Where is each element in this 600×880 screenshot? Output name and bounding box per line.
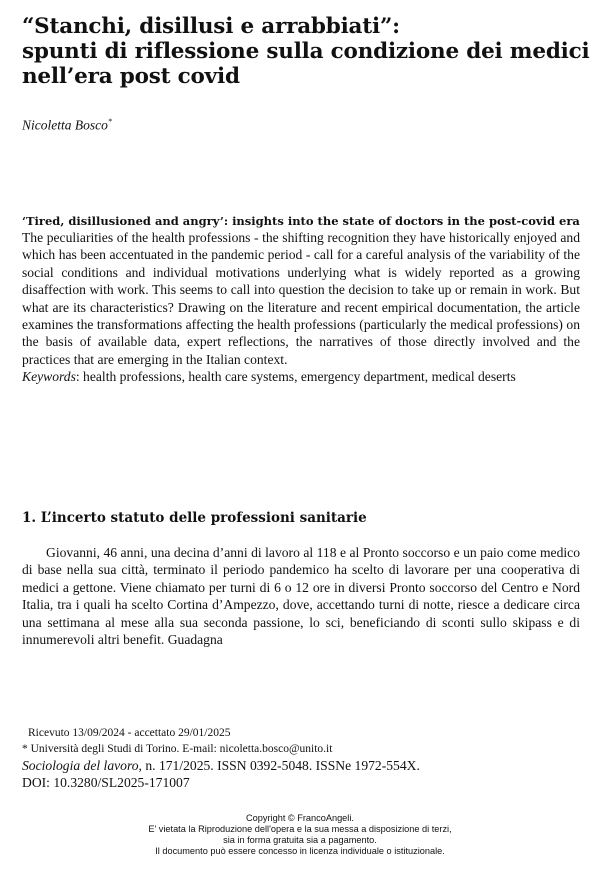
- title-line-2: spunti di riflessione sulla condizione dei medici: [22, 39, 590, 64]
- copyright-line-1: Copyright © FrancoAngeli.: [246, 813, 354, 823]
- copyright-line-4: Il documento può essere concesso in licenza individuale o istituzionale.: [155, 846, 445, 856]
- abstract-title: ‘Tired, disillusioned and angry’: insights into the state of doctors in the post-covid era: [22, 214, 580, 228]
- affiliation-note: [22, 741, 582, 757]
- abstract-body: The peculiarities of the health professions - the shifting recognition they have historically enjoyed and which has been accentuated in the pandemic period - call for a careful analysis of the variability of the social conditions and individual motivations underlying what is widely reported as a growing disaffection with work. This seems to call into question the decision to take up or remain in work. But what are its characteristics? Drawing on the literature and recent empirical documentation, the article examines the transformations affecting the health professions (particularly the medical professions) on the basis of available data, expert reflections, the narratives of those directly involved and the practices that are emerging in the Italian context.: [22, 230, 580, 367]
- doi: DOI: 10.3280/SL2025-171007: [22, 775, 190, 790]
- affiliation-mark: *: [22, 743, 28, 755]
- copyright-line-3: sia in forma gratuita sia a pagamento.: [223, 835, 377, 845]
- copyright-line-2: E' vietata la Riproduzione dell'opera e la sua messa a disposizione di terzi,: [148, 824, 452, 834]
- section-heading: 1. L’incerto statuto delle professioni sanitarie: [22, 510, 367, 526]
- article-title: [22, 14, 590, 89]
- journal-citation: [22, 757, 582, 774]
- author: [22, 117, 112, 134]
- received-date: Ricevuto 13/09/2024 - accettato 29/01/2025: [28, 727, 231, 739]
- body-paragraph: Giovanni, 46 anni, una decina d’anni di lavoro al 118 e al Pronto soccorso e un paio come medico di base nella sua città, terminato il periodo pandemico ha scelto di lavorare per una cooperativa di medici a gettone. Viene chiamato per turni di 6 o 12 ore in diversi Pronto soccorso del Centro e Nord Italia, tra i quali ha scelto Cortina d’Ampezzo, dove, accettando turni di notte, riesce a dedicare circa una settimana al mese alla sua seconda passione, lo sci, beneficiando di sconti sullo skipass e di innumerevoli altri benefit. Guadagna: [22, 545, 580, 648]
- keywords: [22, 368, 580, 385]
- keywords-label: Keywords: [22, 369, 76, 385]
- footnotes: [22, 725, 582, 791]
- title-line-3: nell’era post covid: [22, 64, 240, 89]
- abstract: [22, 214, 580, 386]
- citation-details: , n. 171/2025. ISSN 0392-5048. ISSNe 1972-554X.: [138, 758, 420, 773]
- journal-name: Sociologia del lavoro: [22, 758, 139, 773]
- title-line-1: “Stanchi, disillusi e arrabbiati”:: [22, 14, 400, 39]
- keywords-list: : health professions, health care systems, emergency department, medical deserts: [75, 369, 516, 385]
- author-name: Nicoletta Bosco: [22, 117, 108, 133]
- author-footnote-mark: *: [107, 117, 112, 126]
- affiliation-text: Università degli Studi di Torino. E-mail: nicoletta.bosco@unito.it: [27, 743, 333, 755]
- copyright-notice: [0, 813, 600, 857]
